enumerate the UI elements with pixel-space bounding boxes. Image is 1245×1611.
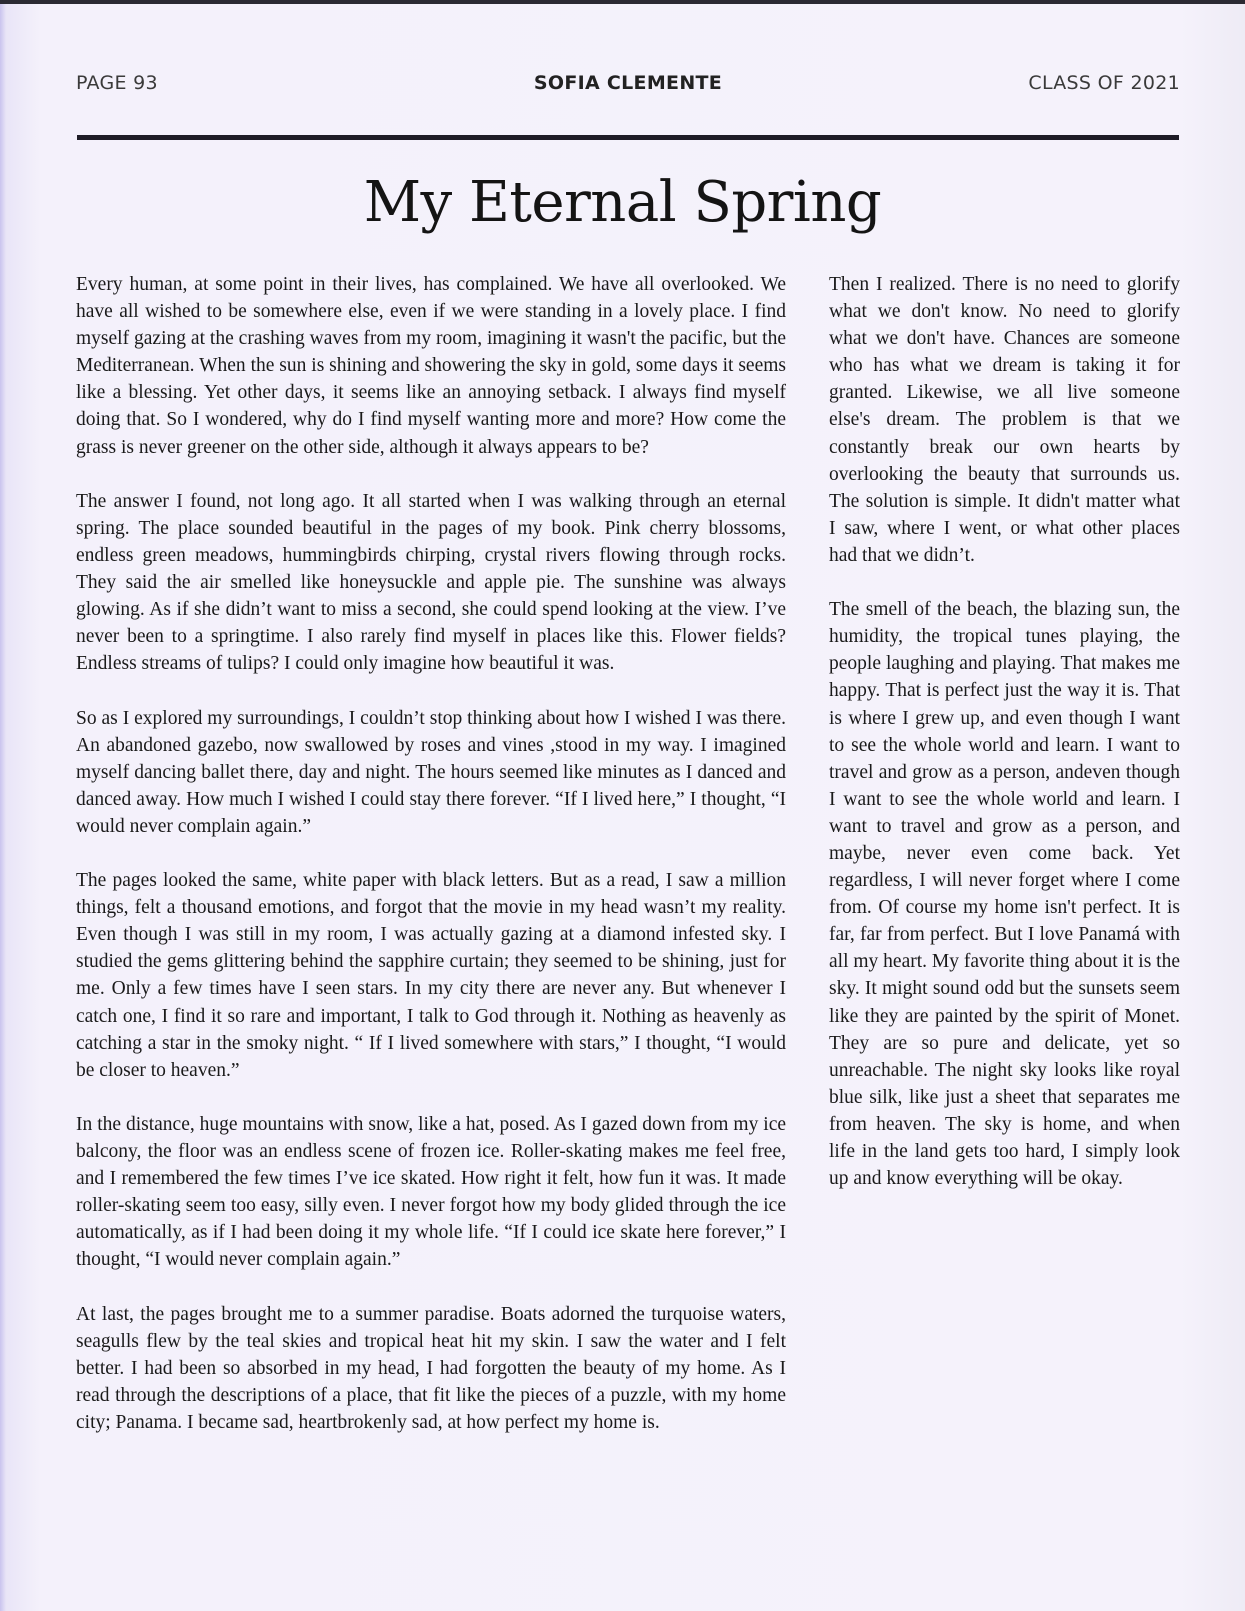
- page-header: [76, 72, 1180, 100]
- paragraph: At last, the pages brought me to a summer paradise. Boats adorned the turquoise waters, seagulls flew by the teal skies and tropical heat hit my skin. I saw the water and I felt better. I had been so absorbed in my head, I had forgotten the beauty of my home. As I read through the descriptions of a place, that fit like the pieces of a puzzle, with my home city; Panama. I became sad, heartbrokenly sad, at how perfect my home is.: [76, 1303, 786, 1433]
- left-column: [76, 271, 786, 1463]
- paragraph: Then I realized. There is no need to glorify what we don't know. No need to glorify what we don't have. Chances are someone who has what we dream is taking it for granted. Likewise, we all live someone else's dream. The problem is that we constantly break our own hearts by overlooking the beauty that surrounds us. The solution is simple. It didn't matter what I saw, where I went, or what other places had that we didn’t.: [829, 274, 1180, 566]
- paragraph: Every human, at some point in their lives, has complained. We have all overlooked. We have all wished to be somewhere else, even if we were standing in a lovely place. I find myself gazing at the crashing waves from my room, imagining it wasn't the pacific, but the Mediterranean. When the sun is shining and showering the sky in gold, some days it seems like a blessing. Yet other days, it seems like an annoying setback. I always find myself doing that. So I wondered, why do I find myself wanting more and more? How come the grass is never greener on the other side, although it always appears to be?: [76, 274, 786, 458]
- paragraph: So as I explored my surroundings, I couldn’t stop thinking about how I wished I was there. An abandoned gazebo, now swallowed by roses and vines ,stood in my way. I imagined myself dancing ballet there, day and night. The hours seemed like minutes as I danced and danced away. How much I wished I could stay there forever. “If I lived here,” I thought, “I would never complain again.”: [76, 707, 786, 837]
- header-divider: [77, 135, 1179, 140]
- paragraph: The answer I found, not long ago. It all started when I was walking through an eternal spring. The place sounded beautiful in the pages of my book. Pink cherry blossoms, endless green meadows, hummingbirds chirping, crystal rivers flowing through rocks. They said the air smelled like honeysuckle and apple pie. The sunshine was always glowing. As if she didn’t want to miss a second, she could spend looking at the view. I’ve never been to a springtime. I also rarely find myself in places like this. Flower fields? Endless streams of tulips? I could only imagine how beautiful it was.: [76, 490, 786, 675]
- paragraph: In the distance, huge mountains with snow, like a hat, posed. As I gazed down from my ice balcony, the floor was an endless scene of frozen ice. Roller-skating makes me feel free, and I remembered the few times I’ve ice skated. How right it felt, how fun it was. It made roller-skating seem too easy, silly even. I never forgot how my body glided through the ice automatically, as if I had been doing it my whole life. “If I could ice skate here forever,” I thought, “I would never complain again.”: [76, 1113, 786, 1271]
- right-column: [829, 271, 1180, 1219]
- paragraph: The smell of the beach, the blazing sun, the humidity, the tropical tunes playing, the people laughing and playing. That makes me happy. That is perfect just the way it is. That is where I grew up, and even though I want to see the whole world and learn. I want to travel and grow as a person, andeven though I want to see the whole world and learn. I want to travel and grow as a person, and maybe, never even come back. Yet regardless, I will never forget where I come from. Of course my home isn't perfect. It is far, far from perfect. But I love Panamá with all my heart. My favorite thing about it is the sky. It might sound odd but the sunsets seem like they are painted by the spirit of Monet. They are so pure and delicate, yet so unreachable. The night sky looks like royal blue silk, like just a sheet that separates me from heaven. The sky is home, and when life in the land gets too hard, I simply look up and know everything will be okay.: [829, 599, 1180, 1190]
- author-name: SOFIA CLEMENTE: [533, 72, 723, 94]
- page-number: PAGE 93: [76, 72, 158, 94]
- article-title: My Eternal Spring: [363, 170, 882, 235]
- paragraph: The pages looked the same, white paper with black letters. But as a read, I saw a million things, felt a thousand emotions, and forgot that the movie in my head wasn’t my reality. Even though I was still in my room, I was actually gazing at a diamond infested sky. I studied the gems glittering behind the sapphire curtain; they seemed to be shining, just for me. Only a few times have I seen stars. In my city there are never any. But whenever I catch one, I find it so rare and important, I talk to God through it. Nothing as heavenly as catching a star in the smoky night. “ If I lived somewhere with stars,” I thought, “I would be closer to heaven.”: [76, 870, 786, 1081]
- class-label: CLASS OF 2021: [1028, 72, 1180, 94]
- magazine-page: [0, 4, 1245, 1611]
